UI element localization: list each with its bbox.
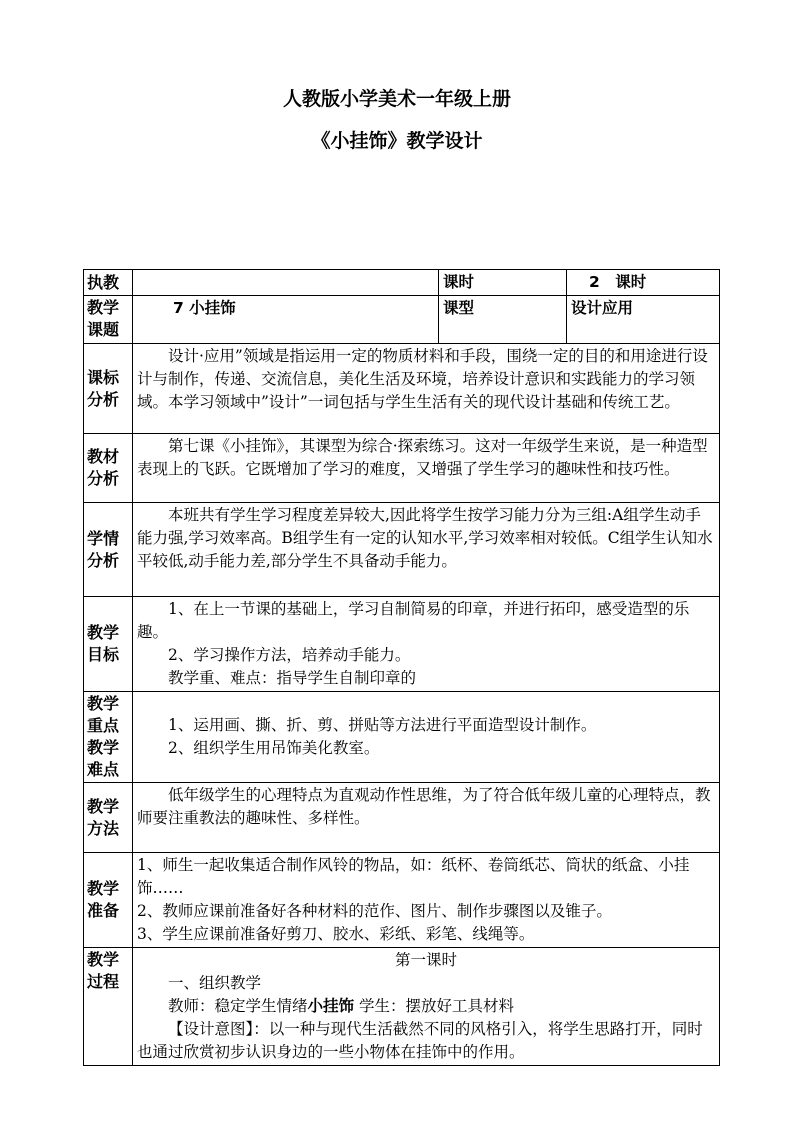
label-process xyxy=(84,948,133,1066)
row-process xyxy=(84,948,720,1066)
label-line: 课标 xyxy=(87,367,120,387)
value-hours: 2 课时 xyxy=(567,270,720,296)
step-heading: 一、组织教学 xyxy=(168,974,262,992)
label-line: 重点 xyxy=(87,716,120,735)
label-line: 学情 xyxy=(87,528,120,548)
paragraph: 2、学习操作方法，培养动手能力。 xyxy=(168,646,411,664)
design-intent: 【设计意图】：以一种与现代生活截然不同的风格引入，将学生思路打开，同时也通过欣赏初步认识身边的一些小物体在挂饰中的作用。 xyxy=(137,1020,703,1061)
label-line: 教学 xyxy=(87,738,120,757)
lesson-heading: 第一课时 xyxy=(394,951,457,969)
label-type: 课型 xyxy=(439,296,567,344)
paragraph: 低年级学生的心理特点为直观动作性思维，为了符合低年级儿童的心理特点，教师要注重教法的趣味性、多样性。 xyxy=(137,786,711,827)
row-key-points xyxy=(84,692,720,783)
paragraph: 2、组织学生用吊饰美化教室。 xyxy=(168,739,380,757)
content-process xyxy=(133,948,720,1066)
label-key-points xyxy=(84,692,133,783)
label-line: 分析 xyxy=(87,389,120,409)
label-line: 过程 xyxy=(87,972,120,991)
row-preparation xyxy=(84,853,720,948)
value-type: 设计应用 xyxy=(567,296,720,344)
label-line: 方法 xyxy=(87,818,120,838)
page-title-line-1: 人教版小学美术一年级上册 xyxy=(282,88,511,110)
row-teacher xyxy=(84,270,720,296)
label-line: 教学 xyxy=(87,694,120,713)
label-line: 难点 xyxy=(87,760,120,779)
label-line: 分析 xyxy=(87,550,120,570)
label-textbook xyxy=(84,434,133,503)
label-line: 教学 xyxy=(87,796,120,816)
label-goals xyxy=(84,597,133,692)
teacher-line-prefix: 教师：稳定学生情绪 xyxy=(168,997,308,1015)
label-line: 准备 xyxy=(87,901,120,920)
row-methods xyxy=(84,783,720,853)
row-topic xyxy=(84,296,720,344)
label-methods xyxy=(84,783,133,853)
paragraph: 本班共有学生学习程度差异较大,因此将学生按学习能力分为三组:A组学生动手能力强,学习效率高。B组学生有一定的认知水平,学习效率相对较低。C组学生认知水平较低,动手能力差,部分学生不具备动手能力。 xyxy=(137,506,713,570)
teacher-line xyxy=(137,995,715,1018)
teacher-line-suffix: 学生：摆放好工具材料 xyxy=(354,997,514,1015)
content-students xyxy=(133,503,720,597)
content-curriculum xyxy=(133,344,720,434)
label-teacher: 执教 xyxy=(84,270,133,296)
page-title-line-2: 《小挂饰》教学设计 xyxy=(311,130,483,152)
paragraph: 第七课《小挂饰》，其课型为综合·探索练习。这对一年级学生来说，是一种造型表现上的飞跃。它既增加了学习的难度，又增强了学生学习的趣味性和技巧性。 xyxy=(137,437,708,478)
label-line: 教学 xyxy=(87,298,120,317)
value-teacher xyxy=(133,270,439,296)
label-line: 教学 xyxy=(87,879,120,898)
content-textbook xyxy=(133,434,720,503)
paragraph: 设计·应用”领域是指运用一定的物质材料和手段，围绕一定的目的和用途进行设计与制作，传递、交流信息，美化生活及环境，培养设计意识和实践能力的学习领域。本学习领域中”设计”一词包括与学生生活有关的现代设计基础和传统工艺。 xyxy=(137,347,708,411)
row-goals xyxy=(84,597,720,692)
label-line: 教学 xyxy=(87,623,120,642)
content-key-points xyxy=(133,692,720,783)
label-line: 目标 xyxy=(87,645,120,664)
paragraph: 1、运用画、撕、折、剪、拼贴等方法进行平面造型设计制作。 xyxy=(168,716,597,734)
label-hours: 课时 xyxy=(439,270,567,296)
paragraph: 1、在上一节课的基础上，学习自制简易的印章，并进行拓印，感受造型的乐趣。 xyxy=(137,600,690,641)
teacher-line-bold: 小挂饰 xyxy=(307,997,355,1015)
paragraph: 3、学生应课前准备好剪刀、胶水、彩纸、彩笔、线绳等。 xyxy=(137,925,535,943)
label-curriculum xyxy=(84,344,133,434)
row-curriculum xyxy=(84,344,720,434)
row-students xyxy=(84,503,720,597)
label-line: 分析 xyxy=(87,469,120,488)
label-line: 课题 xyxy=(87,320,120,339)
value-topic: 7 小挂饰 xyxy=(133,296,439,344)
content-preparation xyxy=(133,853,720,948)
label-students xyxy=(84,503,133,597)
paragraph: 1、师生一起收集适合制作风铃的物品，如：纸杯、卷筒纸芯、筒状的纸盒、小挂饰…… xyxy=(137,856,690,897)
label-topic xyxy=(84,296,133,344)
label-preparation xyxy=(84,853,133,948)
content-goals xyxy=(133,597,720,692)
lesson-plan-table xyxy=(83,269,720,1066)
label-line: 教学 xyxy=(87,950,120,969)
label-line: 教材 xyxy=(87,447,120,466)
content-methods xyxy=(133,783,720,853)
row-textbook xyxy=(84,434,720,503)
paragraph: 2、教师应课前准备好各种材料的范作、图片、制作步骤图以及锥子。 xyxy=(137,902,612,920)
paragraph: 教学重、难点：指导学生自制印章的 xyxy=(168,669,417,687)
